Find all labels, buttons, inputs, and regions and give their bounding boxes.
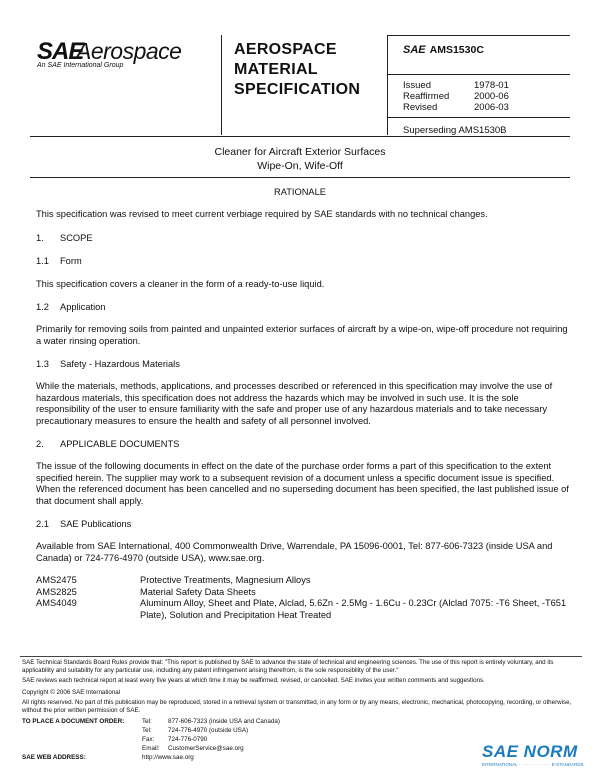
rationale-text: This specification was revised to meet current verbiage required by SAE standards with no technical changes. (36, 209, 488, 219)
date-value-revised: 2006-03 (474, 102, 509, 113)
header-top-rule (387, 35, 570, 36)
section-1-2-heading (36, 302, 105, 314)
section-1-heading (36, 233, 93, 245)
section-title: SAE Publications (60, 519, 132, 529)
logo-tagline: An SAE International Group (37, 62, 124, 69)
header-number-rule (387, 74, 570, 75)
reference-code: AMS2825 (36, 587, 77, 597)
subject-bottom-rule (30, 177, 570, 178)
section-2-1-heading (36, 519, 131, 531)
contact-label: Tel: (142, 727, 152, 734)
aerospace-logo-text: Aerospace (76, 38, 182, 64)
contact-email[interactable]: CustomerService@sae.org (168, 745, 244, 752)
section-number: 1.2 (36, 302, 49, 312)
contact-label: Fax: (142, 736, 155, 743)
header-dates-rule (387, 117, 570, 118)
section-title: Form (60, 256, 82, 266)
document-subject (0, 145, 600, 173)
header-divider-left (221, 35, 222, 135)
superseding-note: Superseding AMS1530B (403, 125, 507, 136)
doc-number-prefix: SAE (403, 44, 426, 56)
web-address-label: SAE WEB ADDRESS: (22, 754, 86, 761)
doc-number-value: AMS1530C (429, 44, 484, 56)
footer-rule (20, 656, 582, 657)
contact-label: Email: (142, 745, 160, 752)
reference-code: AMS2475 (36, 575, 77, 585)
date-label-revised: Revised (403, 102, 438, 113)
date-label-reaffirmed: Reaffirmed (403, 91, 450, 102)
subject-line-1: Cleaner for Aircraft Exterior Surfaces (214, 146, 386, 158)
section-number: 2.1 (36, 519, 49, 529)
section-title: APPLICABLE DOCUMENTS (60, 439, 180, 449)
sae-norm-logo: SAE NORM (482, 742, 578, 761)
section-title: SCOPE (60, 233, 93, 243)
date-label-issued: Issued (403, 80, 431, 91)
section-1-3-heading (36, 359, 180, 371)
section-2-text: The issue of the following documents in effect on the date of the purchase order forms a part of this specification to the extent specified herein. The supplier may work to a subsequent revision of a document unless a specific document issue is specified. When the referenced document has been cancelled and no superseding document has been specified, the last published issue of that document shall apply. (36, 461, 569, 506)
footer-review-note: SAE reviews each technical report at least every five years at which time it may be reaffirmed, revised, or cancelled. SAE invites your written comments and suggestions. (22, 677, 485, 684)
document-number (403, 44, 484, 56)
subject-line-2: Wipe-On, Wife-Off (257, 160, 343, 172)
contact-value: 724-776-0790 (168, 736, 208, 743)
section-number: 2. (36, 439, 44, 449)
section-1-2-text: Primarily for removing soils from painted and unpainted exterior surfaces of aircraft by a wipe-on, wipe-off procedure not requiring a water rinsing operation. (36, 324, 568, 346)
header-bottom-rule (30, 136, 570, 137)
reference-title: Protective Treatments, Magnesium Alloys (140, 575, 311, 585)
contact-value: 877-606-7323 (inside USA and Canada) (168, 718, 281, 725)
rationale-heading: RATIONALE (273, 187, 326, 197)
footer-rights: All rights reserved. No part of this publication may be reproduced, stored in a retrieval system or transmitted, in any form or by any means, electronic, mechanical, photocopying, recording, or otherwise, without the prior written permission of SAE. (22, 699, 572, 714)
section-1-1-heading (36, 256, 82, 268)
contact-value: 724-776-4970 (outside USA) (168, 727, 249, 734)
footer-copyright: Copyright © 2006 SAE International (22, 689, 121, 696)
contact-label: Tel: (142, 718, 152, 725)
reference-title: Aluminum Alloy, Sheet and Plate, Alclad, 5.6Zn - 2.5Mg - 1.6Cu - 0.23Cr (Alclad 7075: -T6 Sheet, -T651 Plate), Solution and Precipitation Heat Treated (140, 598, 567, 620)
document-type-title (234, 40, 360, 100)
section-title: Safety - Hazardous Materials (60, 359, 180, 369)
section-number: 1.1 (36, 256, 49, 266)
title-line-2: MATERIAL (234, 61, 318, 78)
title-line-3: SPECIFICATION (234, 81, 361, 98)
order-label: TO PLACE A DOCUMENT ORDER: (22, 718, 125, 725)
section-1-1-text: This specification covers a cleaner in the form of a ready-to-use liquid. (36, 279, 325, 289)
date-value-reaffirmed: 2000-06 (474, 91, 509, 102)
sae-norm-subtext: INTERNATIONAL · · · · · · · · · · · · E-STANDARDS (482, 762, 584, 767)
section-number: 1. (36, 233, 44, 243)
title-line-1: AEROSPACE (234, 41, 337, 58)
sae-logo: SAE (37, 38, 84, 65)
reference-title: Material Safety Data Sheets (140, 587, 256, 597)
date-value-issued: 1978-01 (474, 80, 509, 91)
section-2-1-text: Available from SAE International, 400 Commonwealth Drive, Warrendale, PA 15096-0001, Tel: 877-606-7323 (inside USA and Canada) or 724-776-4970 (outside USA), www.sae.org. (36, 541, 553, 563)
section-1-3-text: While the materials, methods, applications, and processes described or referenced in this specification may involve the use of hazardous materials, this specification does not address the hazards which may be involved in such use. It is the sole responsibility of the user to ensure familiarity with the safe and proper use of any hazardous materials and to take necessary precautionary measures to ensure the health and safety of all personnel involved. (36, 381, 553, 426)
section-number: 1.3 (36, 359, 49, 369)
section-title: Application (60, 302, 106, 312)
header-divider-right (387, 35, 388, 135)
footer-board-rules: SAE Technical Standards Board Rules provide that: "This report is published by SAE to advance the state of technical and engineering sciences. The use of this report is entirely voluntary, and its applicability and suitability for any particular use, including any patent infringement arising therefrom, is the sole responsibility of the user." (22, 659, 554, 674)
section-2-heading (36, 439, 179, 451)
web-address-link[interactable]: http://www.sae.org (142, 754, 194, 761)
reference-code: AMS4049 (36, 598, 77, 608)
